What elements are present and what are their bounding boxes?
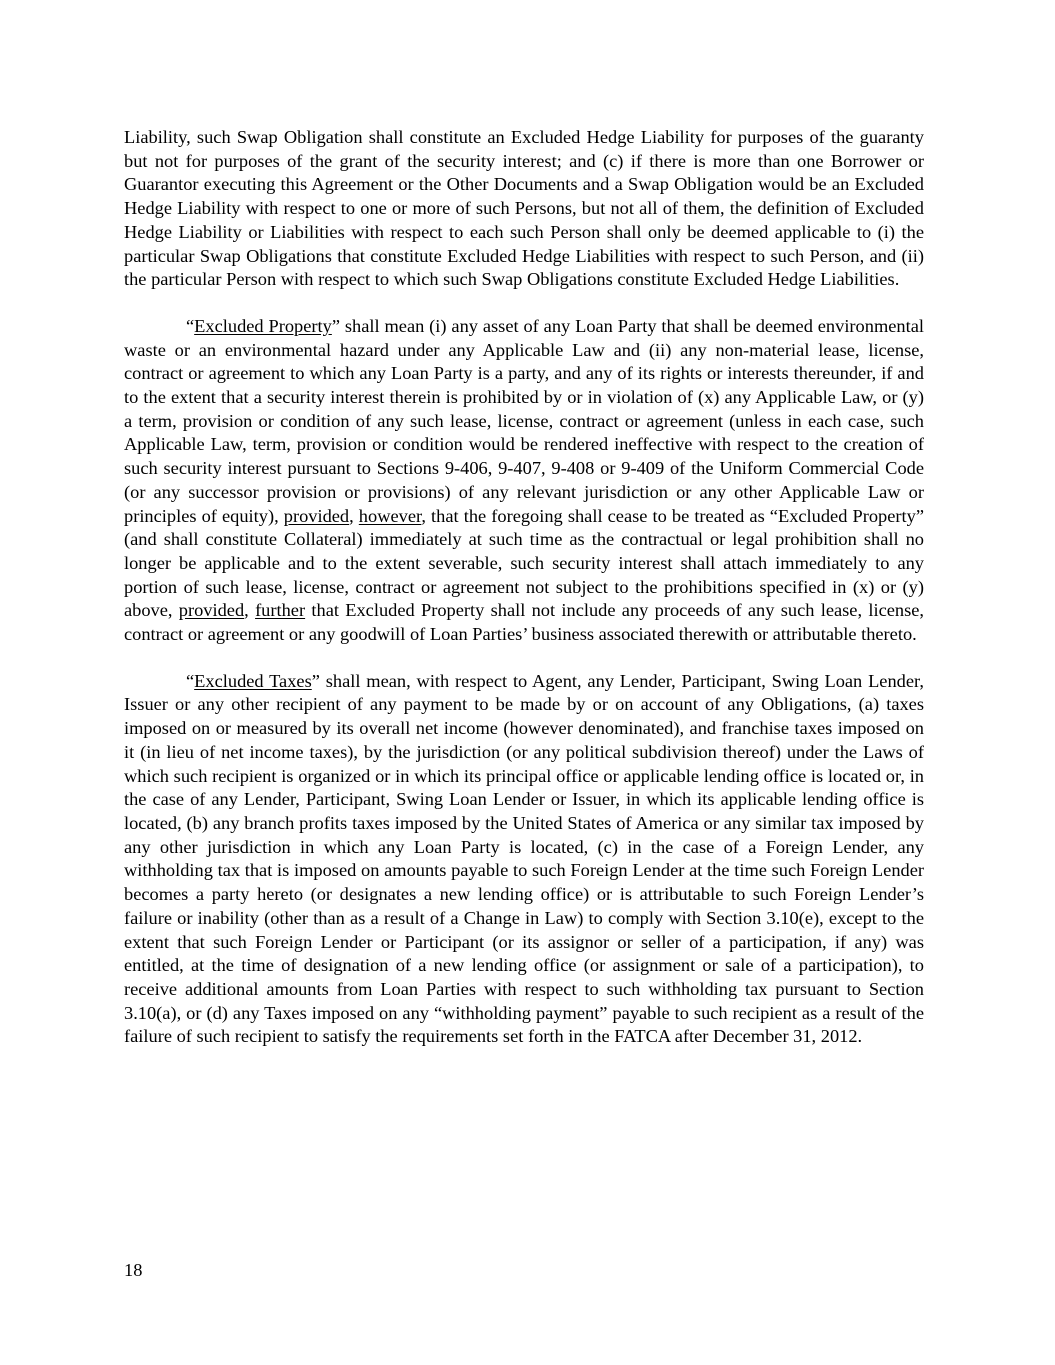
definition-text: ” shall mean (i) any asset of any Loan Party that shall be deemed environmental waste or an environmental hazard under any Applicable Law and (ii) any non-material lease, license, contract or agreement to which any Loan Party is a party, and any of its rights or interests thereunder, if and to the extent that a security interest therein is prohibited by or in violation of (x) any Applicable Law, or (y) a term, provision or condition of any such lease, license, contract or agreement (unless in each case, such Applicable Law, term, provision or condition would be rendered ineffective with respect to the creation of such security interest pursuant to Sections 9-406, 9-407, 9-408 or 9-409 of the Uniform Commercial Code (or any successor provision or provisions) of any relevant jurisdiction or any other Applicable Law or principles of equity), (124, 315, 924, 526)
paragraph-excluded-hedge-liability-continuation: Liability, such Swap Obligation shall constitute an Excluded Hedge Liability for purposes of the guaranty but not for purposes of the grant of the security interest; and (c) if there is more than one Borrower or Guarantor executing this Agreement or the Other Documents and a Swap Obligation would be an Excluded Hedge Liability with respect to one or more of such Persons, but not all of them, the definition of Excluded Hedge Liability or Liabilities with respect to each such Person shall only be deemed applicable to (i) the particular Swap Obligations that constitute Excluded Hedge Liabilities with respect to such Person, and (ii) the particular Person with respect to which such Swap Obligations constitute Excluded Hedge Liabilities. (124, 127, 924, 290)
further-term: further (255, 600, 306, 621)
definition-text: that Excluded Property shall not include any proceeds of any such lease, license, contract or agreement or any goodwill of Loan Parties’ business associated therewith or attributable thereto. (124, 600, 925, 645)
however-term: however (358, 505, 422, 526)
page-number: 18 (124, 1260, 143, 1280)
provided-term: provided (178, 600, 245, 621)
open-quote: “ (186, 315, 195, 336)
paragraph-excluded-property (124, 315, 924, 647)
open-quote: “ (186, 670, 195, 691)
provided-term: provided (283, 505, 350, 526)
separator: , (244, 600, 256, 621)
separator: , (349, 505, 359, 526)
definition-text: , that the foregoing shall cease to be treated as “Excluded Property” (and shall constitute Collateral) immediately at such time as the contractual or legal prohibition shall no longer be applicable and to the extent severable, such security interest shall attach immediately to any portion of such lease, license, contract or agreement not subject to the prohibitions specified in (x) or (y) above, (124, 505, 924, 621)
paragraph-excluded-taxes (124, 670, 924, 1049)
defined-term-excluded-taxes: Excluded Taxes (194, 670, 312, 691)
defined-term-excluded-property: Excluded Property (194, 315, 332, 336)
document-page (124, 126, 924, 1049)
definition-text: ” shall mean, with respect to Agent, any Lender, Participant, Swing Loan Lender, Issuer or any other recipient of any payment to be made by or on account of any Obligations, (a) taxes imposed on or measured by its overall net income (however denominated), and franchise taxes imposed on it (in lieu of net income taxes), by the jurisdiction (or any political subdivision thereof) under the Laws of which such recipient is organized or in which its principal office or applicable lending office is located or, in the case of any Lender, Participant, Swing Loan Lender or Issuer, in which its applicable lending office is located, (b) any branch profits taxes imposed by the United States of America or any similar tax imposed by any other jurisdiction in which any Loan Party is located, (c) in the case of a Foreign Lender, any withholding tax that is imposed on amounts payable to such Foreign Lender at the time such Foreign Lender becomes a party hereto (or designates a new lending office) or is attributable to such Foreign Lender’s failure or inability (other than as a result of a Change in Law) to comply with Section 3.10(e), except to the extent that such Foreign Lender or Participant (or its assignor or seller of a participation, if any) was entitled, at the time of designation of a new lending office (or assignment or sale of a participation), to receive additional amounts from Loan Parties with respect to such withholding tax pursuant to Section 3.10(a), or (d) any Taxes imposed on any “withholding payment” payable to such recipient as a result of the failure of such recipient to satisfy the requirements set forth in the FATCA after December 31, 2012. (124, 670, 925, 1047)
